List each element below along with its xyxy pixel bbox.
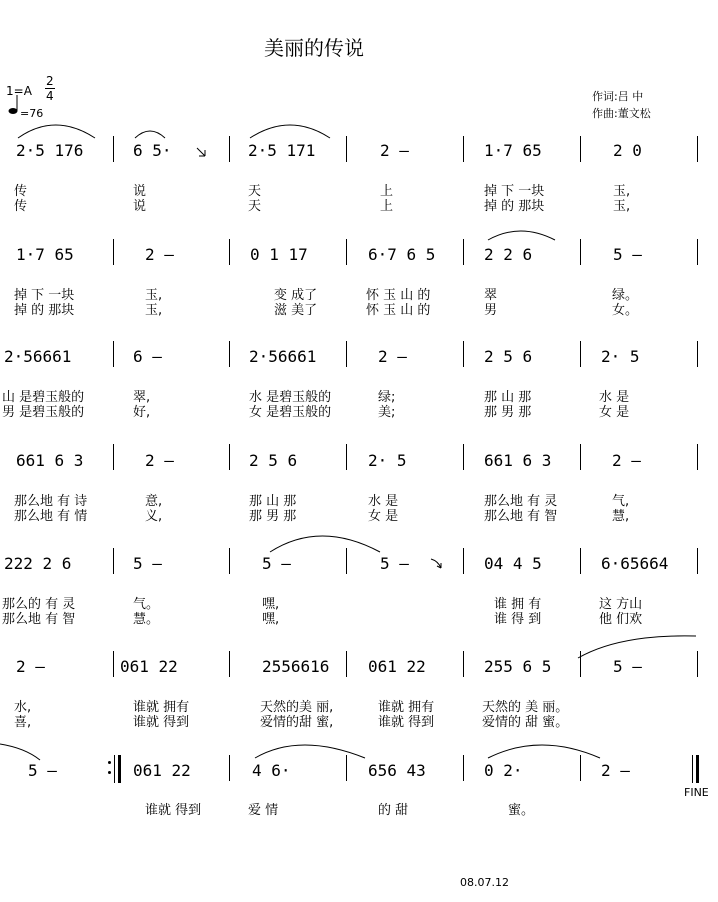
measure-notes: 2 0 bbox=[613, 141, 642, 160]
lyric-verse2: 说 bbox=[133, 199, 147, 214]
lyric-verse1: 谁就 拥有 bbox=[133, 700, 190, 715]
lyric-verse1: 掉 下 一块 bbox=[14, 288, 75, 303]
barline bbox=[229, 755, 230, 781]
barline bbox=[697, 444, 698, 470]
lyric-verse2: 掉 的 那块 bbox=[484, 199, 545, 214]
measure-notes: 5 – bbox=[262, 554, 291, 573]
barline bbox=[463, 239, 464, 265]
barline bbox=[229, 444, 230, 470]
barline bbox=[697, 341, 698, 367]
lyric-verse2: 那么地 有 智 bbox=[2, 612, 76, 627]
lyricist: 作词:吕 中 bbox=[592, 90, 644, 103]
lyric-verse1: 爱 情 bbox=[248, 803, 279, 818]
time-signature-top: 2 bbox=[46, 74, 54, 88]
measure-notes: 0 2· bbox=[484, 761, 523, 780]
lyric-verse2: 慧, bbox=[612, 509, 630, 524]
measure-notes: 0 1 17 bbox=[250, 245, 308, 264]
measure-notes: 5 – bbox=[380, 554, 409, 573]
barline bbox=[580, 239, 581, 265]
measure-notes: 04 4 5 bbox=[484, 554, 542, 573]
lyric-verse1: 玉, bbox=[145, 288, 163, 303]
breath-arrow-icon bbox=[430, 556, 444, 575]
measure-notes: 2556616 bbox=[262, 657, 330, 676]
barline bbox=[463, 444, 464, 470]
lyric-verse1: 那么地 有 诗 bbox=[14, 494, 88, 509]
lyric-verse1: 水 是 bbox=[599, 390, 630, 405]
barline bbox=[463, 651, 464, 677]
barline bbox=[580, 755, 581, 781]
tempo-marking: =76 bbox=[20, 107, 44, 120]
measure-notes: 6 – bbox=[133, 347, 162, 366]
barline bbox=[580, 651, 581, 677]
barline bbox=[113, 136, 114, 162]
barline bbox=[113, 444, 114, 470]
barline bbox=[580, 548, 581, 574]
measure-notes: 2 – bbox=[612, 451, 641, 470]
lyric-verse1: 水 是碧玉般的 bbox=[249, 390, 332, 405]
lyric-verse2: 义, bbox=[145, 509, 163, 524]
time-signature-bottom: 4 bbox=[46, 89, 54, 103]
measure-notes: 2 – bbox=[380, 141, 409, 160]
lyric-verse1: 山 是碧玉般的 bbox=[2, 390, 85, 405]
barline bbox=[346, 136, 347, 162]
lyric-verse1: 那 山 那 bbox=[484, 390, 532, 405]
measure-notes: 2 – bbox=[601, 761, 630, 780]
lyric-verse1: 天然的美 丽, bbox=[260, 700, 334, 715]
lyric-verse1: 谁 拥 有 bbox=[494, 597, 542, 612]
lyric-verse2: 天 bbox=[248, 199, 262, 214]
lyric-verse1: 谁就 拥有 bbox=[378, 700, 435, 715]
barline bbox=[346, 755, 347, 781]
lyric-verse2: 慧。 bbox=[133, 612, 160, 627]
lyric-verse2: 传 bbox=[14, 199, 28, 214]
measure-notes: 2 – bbox=[378, 347, 407, 366]
lyric-verse1: 绿; bbox=[378, 390, 396, 405]
measure-notes: 2 – bbox=[16, 657, 45, 676]
barline bbox=[229, 341, 230, 367]
barline bbox=[463, 548, 464, 574]
lyric-verse1: 那 山 那 bbox=[249, 494, 297, 509]
fine-marking: FINE bbox=[684, 786, 709, 799]
measure-notes: 4 6· bbox=[252, 761, 291, 780]
lyric-verse1: 谁就 得到 bbox=[145, 803, 202, 818]
lyric-verse1: 怀 玉 山 的 bbox=[366, 288, 431, 303]
barline bbox=[113, 651, 114, 677]
barline bbox=[229, 239, 230, 265]
barline bbox=[580, 341, 581, 367]
barline bbox=[580, 136, 581, 162]
measure-notes: 5 – bbox=[28, 761, 57, 780]
measure-notes: 2·56661 bbox=[249, 347, 317, 366]
lyric-verse1: 翠 bbox=[484, 288, 498, 303]
barline bbox=[229, 651, 230, 677]
lyric-verse1: 玉, bbox=[613, 184, 631, 199]
lyric-verse2: 那 男 那 bbox=[249, 509, 297, 524]
lyric-verse1: 上 bbox=[380, 184, 394, 199]
lyric-verse1: 变 成了 bbox=[274, 288, 318, 303]
lyric-verse2: 那么地 有 智 bbox=[484, 509, 558, 524]
barline bbox=[463, 341, 464, 367]
lyric-verse2: 他 们欢 bbox=[599, 612, 643, 627]
lyric-verse2: 掉 的 那块 bbox=[14, 303, 75, 318]
lyric-verse2: 谁就 得到 bbox=[378, 715, 435, 730]
measure-notes: 6·65664 bbox=[601, 554, 669, 573]
measure-notes: 661 6 3 bbox=[16, 451, 84, 470]
measure-notes: 061 22 bbox=[133, 761, 191, 780]
lyric-verse2: 喜, bbox=[14, 715, 32, 730]
measure-notes: 6 5· bbox=[133, 141, 172, 160]
measure-notes: 2 – bbox=[145, 245, 174, 264]
lyric-verse1: 翠, bbox=[133, 390, 151, 405]
lyric-verse2: 滋 美了 bbox=[274, 303, 318, 318]
lyric-verse1: 天 bbox=[248, 184, 262, 199]
lyric-verse2: 爱情的 甜 蜜。 bbox=[482, 715, 569, 730]
measure-notes: 6·7 6 5 bbox=[368, 245, 436, 264]
barline bbox=[346, 239, 347, 265]
measure-notes: 661 6 3 bbox=[484, 451, 552, 470]
lyric-verse2: 女 是 bbox=[599, 405, 630, 420]
barline bbox=[697, 548, 698, 574]
barline bbox=[346, 651, 347, 677]
barline bbox=[113, 548, 114, 574]
measure-notes: 5 – bbox=[613, 657, 642, 676]
lyric-verse2: 玉, bbox=[145, 303, 163, 318]
measure-notes: 2·5 176 bbox=[16, 141, 84, 160]
lyric-verse1: 嘿, bbox=[262, 597, 280, 612]
lyric-verse1: 的 甜 bbox=[378, 803, 409, 818]
barline bbox=[697, 136, 698, 162]
lyric-verse2: 爱情的甜 蜜, bbox=[260, 715, 334, 730]
barline bbox=[346, 548, 347, 574]
barline bbox=[463, 755, 464, 781]
barline bbox=[697, 239, 698, 265]
lyric-verse1: 传 bbox=[14, 184, 28, 199]
measure-notes: 1·7 65 bbox=[484, 141, 542, 160]
barline bbox=[346, 444, 347, 470]
lyric-verse2: 美; bbox=[378, 405, 396, 420]
lyric-verse1: 绿。 bbox=[612, 288, 639, 303]
barline bbox=[229, 548, 230, 574]
measure-notes: 2· 5 bbox=[368, 451, 407, 470]
date-stamp: 08.07.12 bbox=[460, 876, 509, 889]
lyric-verse2: 那么地 有 情 bbox=[14, 509, 88, 524]
barline bbox=[346, 341, 347, 367]
measure-notes: 5 – bbox=[613, 245, 642, 264]
measure-notes: 2·5 171 bbox=[248, 141, 316, 160]
barline bbox=[113, 341, 114, 367]
lyric-verse1: 蜜。 bbox=[508, 803, 535, 818]
lyric-verse1: 那么地 有 灵 bbox=[484, 494, 558, 509]
lyric-verse2: 男 bbox=[484, 303, 498, 318]
lyric-verse2: 女。 bbox=[612, 303, 639, 318]
measure-notes: 061 22 bbox=[120, 657, 178, 676]
lyric-verse1: 这 方山 bbox=[599, 597, 643, 612]
barline bbox=[463, 136, 464, 162]
barline bbox=[697, 651, 698, 677]
lyric-verse2: 谁 得 到 bbox=[494, 612, 542, 627]
lyric-verse2: 男 是碧玉般的 bbox=[2, 405, 85, 420]
lyric-verse1: 天然的 美 丽。 bbox=[482, 700, 569, 715]
measure-notes: 2 – bbox=[145, 451, 174, 470]
quarter-note-icon bbox=[9, 95, 10, 115]
measure-notes: 2 5 6 bbox=[249, 451, 298, 470]
lyric-verse1: 气。 bbox=[133, 597, 160, 612]
song-title: 美丽的传说 bbox=[264, 36, 364, 60]
lyric-verse1: 水, bbox=[14, 700, 32, 715]
lyric-verse2: 女 是碧玉般的 bbox=[249, 405, 332, 420]
measure-notes: 222 2 6 bbox=[4, 554, 72, 573]
lyric-verse2: 谁就 得到 bbox=[133, 715, 190, 730]
lyric-verse2: 怀 玉 山 的 bbox=[366, 303, 431, 318]
lyric-verse2: 好, bbox=[133, 405, 151, 420]
measure-notes: 1·7 65 bbox=[16, 245, 74, 264]
lyric-verse1: 那么的 有 灵 bbox=[2, 597, 76, 612]
measure-notes: 061 22 bbox=[368, 657, 426, 676]
lyric-verse2: 女 是 bbox=[368, 509, 399, 524]
lyric-verse2: 玉, bbox=[613, 199, 631, 214]
lyric-verse1: 意, bbox=[145, 494, 163, 509]
lyric-verse2: 上 bbox=[380, 199, 394, 214]
measure-notes: 255 6 5 bbox=[484, 657, 552, 676]
measure-notes: 5 – bbox=[133, 554, 162, 573]
key-signature: 1=A bbox=[6, 84, 32, 98]
lyric-verse2: 嘿, bbox=[262, 612, 280, 627]
measure-notes: 656 43 bbox=[368, 761, 426, 780]
lyric-verse1: 掉 下 一块 bbox=[484, 184, 545, 199]
lyric-verse1: 说 bbox=[133, 184, 147, 199]
barline bbox=[229, 136, 230, 162]
measure-notes: 2 2 6 bbox=[484, 245, 533, 264]
repeat-sign bbox=[108, 755, 124, 783]
composer: 作曲:董文松 bbox=[592, 107, 651, 120]
lyric-verse1: 气, bbox=[612, 494, 630, 509]
barline bbox=[113, 239, 114, 265]
barline bbox=[580, 444, 581, 470]
measure-notes: 2 5 6 bbox=[484, 347, 533, 366]
lyric-verse1: 水 是 bbox=[368, 494, 399, 509]
lyric-verse2: 那 男 那 bbox=[484, 405, 532, 420]
measure-notes: 2· 5 bbox=[601, 347, 640, 366]
measure-notes: 2·56661 bbox=[4, 347, 72, 366]
final-barline bbox=[692, 755, 702, 783]
